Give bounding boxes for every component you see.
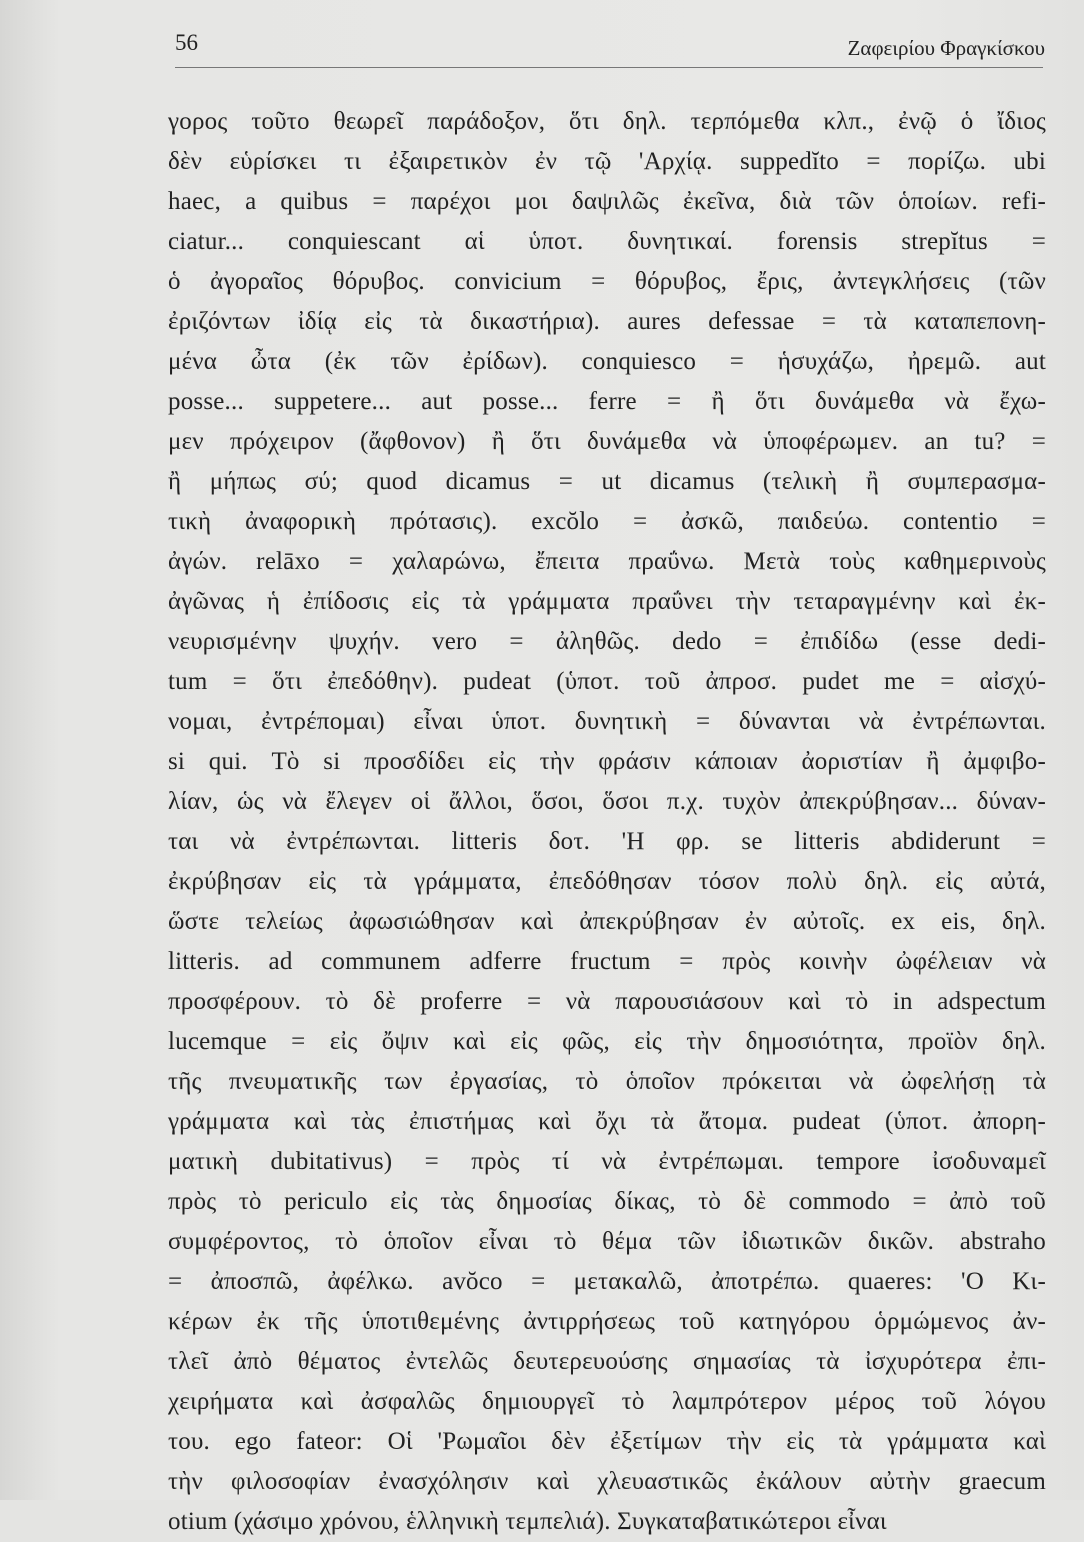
text-line: haec, a quibus = παρέχοι μοι δαψιλῶς ἐκεῖνα, διὰ τῶν ὁποίων. refi- xyxy=(168,188,1046,215)
text-line: νευρισμένην ψυχήν. vero = ἀληθῶς. dedo = ἐπιδίδω (esse dedi- xyxy=(168,628,1046,655)
running-head: Ζαφειρίου Φραγκίσκου xyxy=(847,36,1045,60)
text-line: τὴν φιλοσοφίαν ἐνασχόλησιν καὶ χλευαστικῶς ἐκάλουν αὐτὴν graecum xyxy=(168,1468,1046,1495)
text-line: = ἀποσπῶ, ἀφέλκω. avŏco = μετακαλῶ, ἀποτρέπω. quaeres: 'Ο Κι- xyxy=(168,1268,1046,1295)
text-line: γράμματα καὶ τὰς ἐπιστήμας καὶ ὄχι τὰ ἄτομα. pudeat (ὑποτ. ἀπορη- xyxy=(168,1108,1046,1135)
text-line: συμφέροντος, τὸ ὁποῖον εἶναι τὸ θέμα τῶν ἰδιωτικῶν δικῶν. abstraho xyxy=(168,1228,1046,1255)
text-line: posse... suppetere... aut posse... ferre = ἢ ὅτι δυνάμεθα νὰ ἔχω- xyxy=(168,388,1046,415)
text-line: lucemque = εἰς ὄψιν καὶ εἰς φῶς, εἰς τὴν δημοσιότητα, προϊὸν δηλ. xyxy=(168,1028,1046,1055)
text-line: προσφέρουν. τὸ δὲ proferre = νὰ παρουσιάσουν καὶ τὸ in adspectum xyxy=(168,988,1046,1015)
text-line: νομαι, ἐντρέπομαι) εἶναι ὑποτ. δυνητικὴ = δύνανται νὰ ἐντρέπωνται. xyxy=(168,708,1046,735)
text-line: τικὴ ἀναφορικὴ πρότασις). excŏlo = ἀσκῶ, παιδεύω. contentio = xyxy=(168,508,1046,535)
text-line: ciatur... conquiescant αἱ ὑποτ. δυνητικαί. forensis strepĭtus = xyxy=(168,228,1046,255)
header-rule xyxy=(175,67,1043,68)
text-line: λίαν, ὡς νὰ ἔλεγεν οἱ ἄλλοι, ὅσοι, ὅσοι π.χ. τυχὸν ἀπεκρύβησαν... δύναν- xyxy=(168,788,1046,815)
text-line: μεν πρόχειρον (ἄφθονον) ἢ ὅτι δυνάμεθα νὰ ὑποφέρωμεν. an tu? = xyxy=(168,428,1046,455)
page-number: 56 xyxy=(175,30,198,55)
text-line: μένα ὦτα (ἐκ τῶν ἐρίδων). conquiesco = ἡσυχάζω, ἠρεμῶ. aut xyxy=(168,348,1046,375)
text-line: ἀγών. relāxo = χαλαρώνω, ἔπειτα πραΰνω. Μετὰ τοὺς καθημερινοὺς xyxy=(168,548,1046,575)
text-line: tum = ὅτι ἐπεδόθην). pudeat (ὑποτ. τοῦ ἀπροσ. pudet me = αἰσχύ- xyxy=(168,668,1046,695)
text-line: κέρων ἐκ τῆς ὑποτιθεμένης ἀντιρρήσεως τοῦ κατηγόρου ὁρμώμενος ἀν- xyxy=(168,1308,1046,1335)
body-text xyxy=(168,102,1046,1542)
text-line: τλεῖ ἀπὸ θέματος ἐντελῶς δευτερευούσης σημασίας τὰ ἰσχυρότερα ἐπι- xyxy=(168,1348,1046,1375)
text-line: ται νὰ ἐντρέπωνται. litteris δοτ. 'Η φρ. se litteris abdiderunt = xyxy=(168,828,1046,855)
text-line: ὁ ἀγοραῖος θόρυβος. convicium = θόρυβος, ἔρις, ἀντεγκλήσεις (τῶν xyxy=(168,268,1046,295)
text-line: ὥστε τελείως ἀφωσιώθησαν καὶ ἀπεκρύβησαν ἐν αὐτοῖς. ex eis, δηλ. xyxy=(168,908,1046,935)
text-line: ματικὴ dubitativus) = πρὸς τί νὰ ἐντρέπωμαι. tempore ἰσοδυναμεῖ xyxy=(168,1148,1046,1175)
text-line: γορος τοῦτο θεωρεῖ παράδοξον, ὅτι δηλ. τερπόμεθα κλπ., ἐνῷ ὁ ἴδιος xyxy=(168,108,1046,135)
text-line: ἐκρύβησαν εἰς τὰ γράμματα, ἐπεδόθησαν τόσον πολὺ δηλ. εἰς αὐτά, xyxy=(168,868,1046,895)
text-line: ἢ μήπως σύ; quod dicamus = ut dicamus (τελικὴ ἢ συμπερασμα- xyxy=(168,468,1046,495)
text-line: ἐριζόντων ἰδίᾳ εἰς τὰ δικαστήρια). aures defessae = τὰ καταπεπονη- xyxy=(168,308,1046,335)
text-line: ἀγῶνας ἡ ἐπίδοσις εἰς τὰ γράμματα πραΰνει τὴν τεταραγμένην καὶ ἐκ- xyxy=(168,588,1046,615)
page-header xyxy=(175,30,1045,66)
text-line: litteris. ad communem adferre fructum = πρὸς κοινὴν ὠφέλειαν νὰ xyxy=(168,948,1046,975)
text-line: si qui. Τὸ si προσδίδει εἰς τὴν φράσιν κάποιαν ἀοριστίαν ἢ ἀμφιβο- xyxy=(168,748,1046,775)
text-line: χειρήματα καὶ ἀσφαλῶς δημιουργεῖ τὸ λαμπρότερον μέρος τοῦ λόγου xyxy=(168,1388,1046,1415)
text-line: του. ego fateor: Οἱ 'Ρωμαῖοι δὲν ἐξετίμων τὴν εἰς τὰ γράμματα καὶ xyxy=(168,1428,1046,1455)
text-line: δὲν εὑρίσκει τι ἐξαιρετικὸν ἐν τῷ 'Αρχίᾳ. suppedĭto = πορίζω. ubi xyxy=(168,148,1046,175)
text-line: otium (χάσιμο χρόνου, ἑλληνικὴ τεμπελιά). Συγκαταβατικώτεροι εἶναι xyxy=(168,1508,887,1535)
text-line: τῆς πνευματικῆς των ἐργασίας, τὸ ὁποῖον πρόκειται νὰ ὠφελήσῃ τὰ xyxy=(168,1068,1046,1095)
text-line: πρὸς τὸ periculo εἰς τὰς δημοσίας δίκας, τὸ δὲ commodo = ἀπὸ τοῦ xyxy=(168,1188,1046,1215)
